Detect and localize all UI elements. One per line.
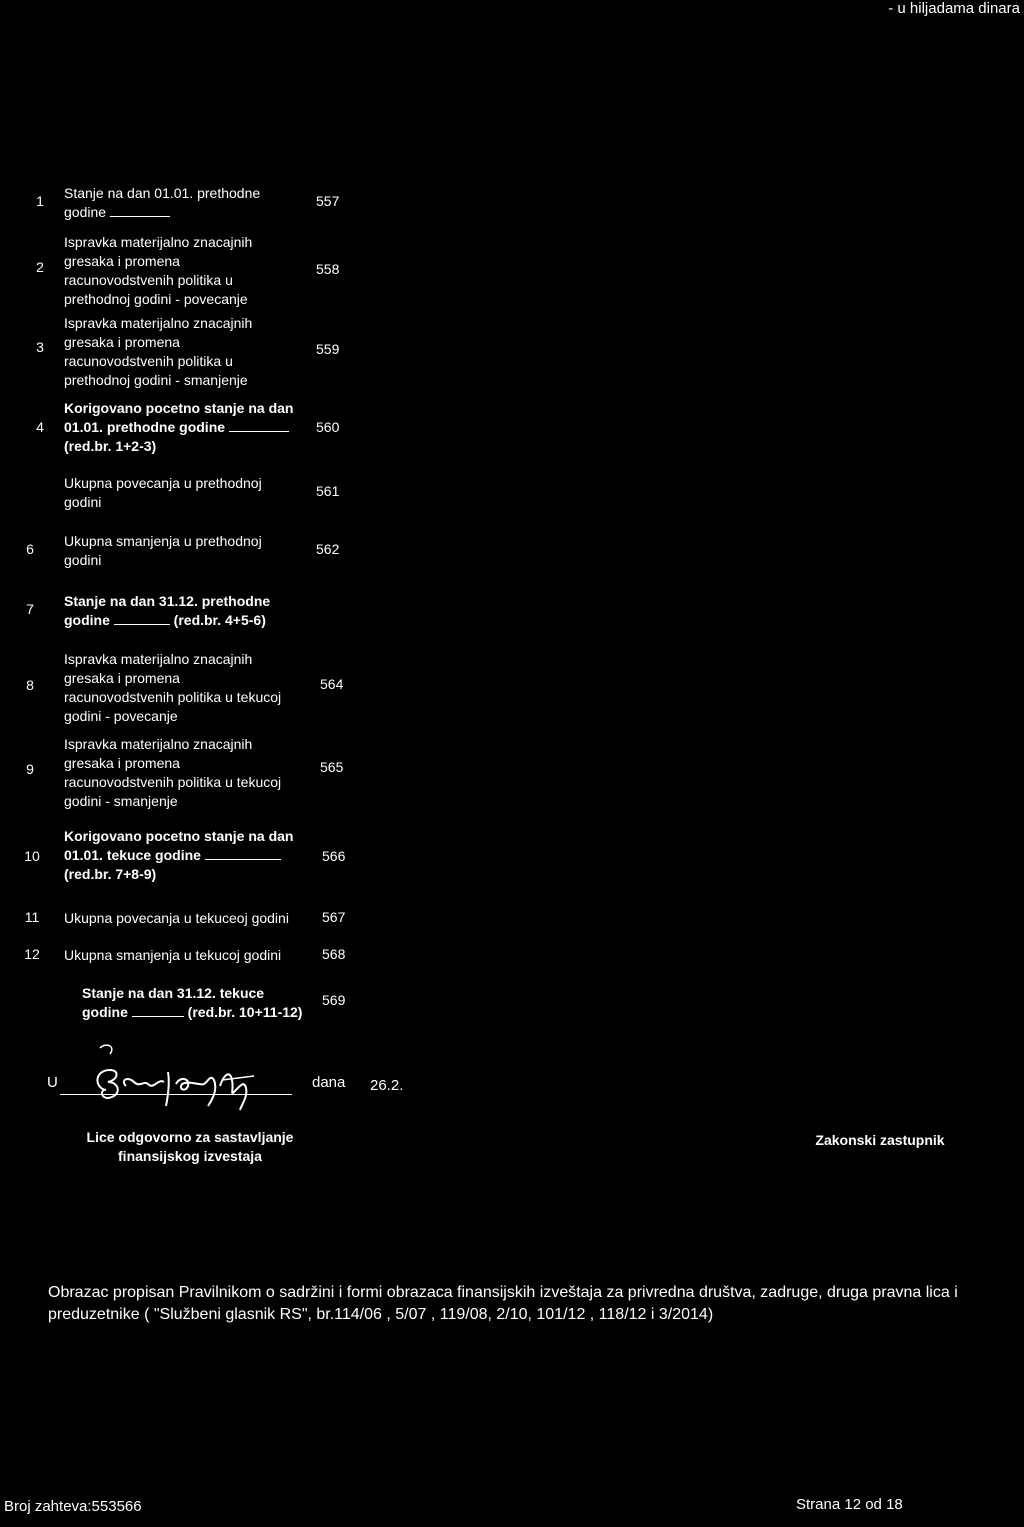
row-code: 568 bbox=[322, 946, 346, 962]
row-description: Ispravka materijalno znacajnih gresaka i promena racunovodstvenih politika u prethodnoj godini - smanjenje bbox=[64, 315, 253, 388]
row-code: 564 bbox=[320, 676, 344, 692]
row-number: 2 bbox=[36, 259, 44, 275]
row-description: Ukupna povecanja u prethodnoj godini bbox=[64, 475, 262, 510]
row-code: 569 bbox=[322, 992, 346, 1008]
row-number: 7 bbox=[26, 601, 34, 617]
row-number: 8 bbox=[26, 677, 34, 693]
row-code: 565 bbox=[320, 759, 344, 775]
row-number: 6 bbox=[26, 541, 34, 557]
row-number: 11 bbox=[24, 909, 40, 925]
date-value: 26.2. bbox=[370, 1077, 404, 1094]
row-code: 561 bbox=[316, 483, 340, 499]
place-handwritten bbox=[84, 1040, 284, 1112]
place-prefix: U bbox=[47, 1074, 58, 1091]
row-description: Ukupna smanjenja u prethodnoj godini bbox=[64, 533, 262, 568]
request-number: Broj zahteva:553566 bbox=[4, 1498, 142, 1515]
row-code: 560 bbox=[316, 419, 340, 435]
row-code: 562 bbox=[316, 541, 340, 557]
row-description: Ukupna smanjenja u tekucoj godini bbox=[64, 947, 282, 963]
row-number: 12 bbox=[24, 946, 40, 962]
row-description: Stanje na dan 31.12. tekuce godine (red.br. 10+11-12) bbox=[82, 985, 303, 1020]
row-code: 566 bbox=[322, 848, 346, 864]
row-number: 9 bbox=[26, 761, 34, 777]
page-number: Strana 12 od 18 bbox=[796, 1496, 903, 1513]
row-description: Ispravka materijalno znacajnih gresaka i promena racunovodstvenih politika u tekucoj godini - povecanje bbox=[64, 651, 282, 724]
row-description: Stanje na dan 01.01. prethodne godine bbox=[64, 185, 261, 220]
row-code: 558 bbox=[316, 261, 340, 277]
row-description: Ukupna povecanja u tekuceoj godini bbox=[64, 910, 289, 926]
row-description: Korigovano pocetno stanje na dan 01.01. prethodne godine (red.br. 1+2-3) bbox=[64, 400, 294, 454]
legal-representative-label: Zakonski zastupnik bbox=[815, 1132, 945, 1148]
unit-label: - u hiljadama dinara bbox=[888, 0, 1020, 17]
responsible-person-label: Lice odgovorno za sastavljanje finansijskog izvestaja bbox=[86, 1129, 294, 1164]
row-code: 567 bbox=[322, 909, 346, 925]
row-description: Stanje na dan 31.12. prethodne godine (red.br. 4+5-6) bbox=[64, 593, 271, 628]
row-number: 4 bbox=[36, 419, 44, 435]
date-label: dana bbox=[312, 1074, 346, 1091]
row-description: Ispravka materijalno znacajnih gresaka i promena racunovodstvenih politika u prethodnoj godini - povecanje bbox=[64, 234, 253, 307]
regulation-note: Obrazac propisan Pravilnikom o sadržini i formi obrazaca finansijskih izveštaja za privredna društva, zadruge, druga pravna lica i preduzetnike ( "Službeni glasnik RS", br.114/06 , 5/07 , 119/08, 2/10, 101/12 , 118/12 i 3/2014) bbox=[48, 1284, 958, 1323]
row-number: 1 bbox=[36, 193, 44, 209]
row-code: 557 bbox=[316, 193, 340, 209]
row-description: Ispravka materijalno znacajnih gresaka i promena racunovodstvenih politika u tekucoj godini - smanjenje bbox=[64, 736, 282, 809]
row-number: 3 bbox=[36, 339, 44, 355]
row-number: 10 bbox=[24, 848, 40, 864]
row-code: 559 bbox=[316, 341, 340, 357]
row-description: Korigovano pocetno stanje na dan 01.01. tekuce godine (red.br. 7+8-9) bbox=[64, 828, 294, 882]
